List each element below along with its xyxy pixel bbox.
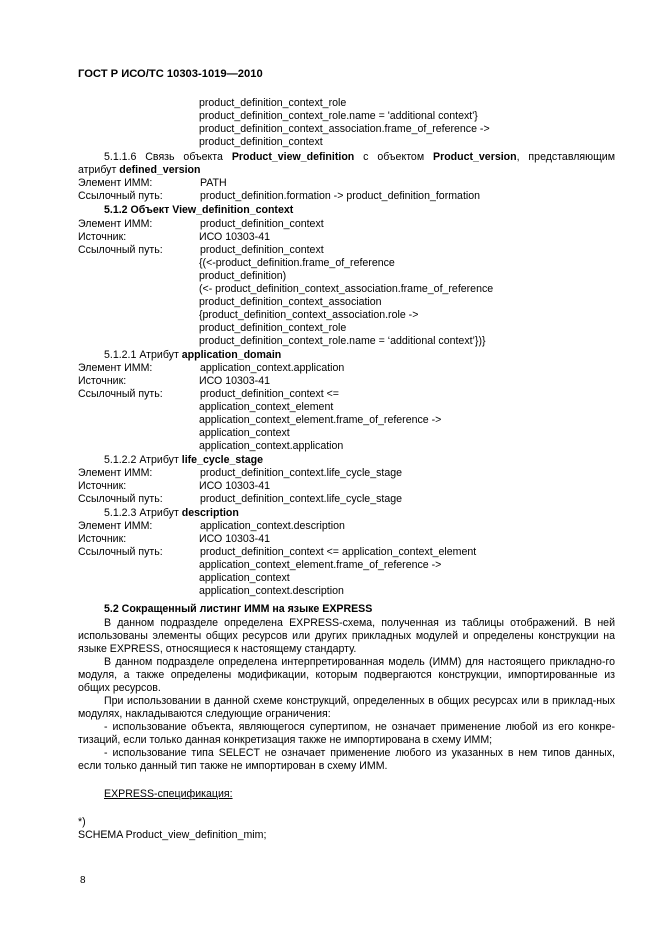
ref-line: application_context_element bbox=[199, 401, 334, 413]
section-512-heading: 5.1.2 Объект View_definition_context bbox=[104, 204, 294, 216]
element-label: Элемент ИММ: bbox=[78, 362, 153, 374]
source-value: ИСО 10303-41 bbox=[199, 231, 270, 243]
ref-value: product_definition.formation -> product_definition_formation bbox=[200, 190, 481, 202]
source-value: ИСО 10303-41 bbox=[199, 375, 270, 387]
ref-value: product_definition_context.life_cycle_stage bbox=[200, 493, 403, 505]
ref-line: product_definition_context <= application_context_element bbox=[200, 546, 477, 558]
ref-label: Ссылочный путь: bbox=[78, 388, 163, 400]
section-5121-heading: 5.1.2.1 Атрибут application_domain bbox=[104, 349, 282, 361]
element-label: Элемент ИММ: bbox=[78, 467, 153, 479]
ref-line: product_definition_context_association.frame_of_reference -> bbox=[199, 123, 490, 135]
ref-line: product_definition_context_role.name = ‘additional context’})} bbox=[199, 335, 486, 347]
paragraph: - использование типа SELECT не означает применение любого из указанных в нем типов данных, если только данный тип также не импортирован в схему ИММ. bbox=[78, 747, 615, 772]
element-value: product_definition_context.life_cycle_stage bbox=[200, 467, 403, 479]
ref-line: application_context bbox=[199, 427, 290, 439]
ref-line: product_definition_context_role.name = 'additional context'} bbox=[199, 110, 478, 122]
element-label: Элемент ИММ: bbox=[78, 520, 153, 532]
ref-line: product_definition_context bbox=[199, 136, 323, 148]
section-5122-heading: 5.1.2.2 Атрибут life_cycle_stage bbox=[104, 454, 264, 466]
paragraph: - использование объекта, являющегося супертипом, не означает применение любой из его конкре-тизаций, если только данная конкретизация также не импортирована в схему ИММ; bbox=[78, 721, 615, 746]
paragraph: В данном подразделе определена интерпретированная модель (ИММ) для настоящего прикладно-го модуля, а также определены модификации, которым подвергаются конструкции, импортированные из общих ресурсов. bbox=[78, 656, 615, 694]
ref-line: (<- product_definition_context_association.frame_of_reference bbox=[199, 283, 494, 295]
source-label: Источник: bbox=[78, 231, 127, 243]
code-line: SCHEMA Product_view_definition_mim; bbox=[78, 829, 267, 841]
ref-line: application_context_element.frame_of_reference -> bbox=[199, 414, 442, 426]
ref-line: application_context.application bbox=[199, 440, 344, 452]
ref-label: Ссылочный путь: bbox=[78, 546, 163, 558]
ref-label: Ссылочный путь: bbox=[78, 244, 163, 256]
section-52-heading: 5.2 Сокращенный листинг ИММ на языке EXPRESS bbox=[104, 603, 373, 615]
express-spec-label: EXPRESS-спецификация: bbox=[104, 788, 233, 800]
element-value: product_definition_context bbox=[200, 218, 324, 230]
section-5116-intro-line2: атрибут defined_version bbox=[78, 164, 201, 176]
element-label: Элемент ИММ: bbox=[78, 218, 153, 230]
ref-line: application_context.description bbox=[199, 585, 344, 597]
ref-line: product_definition_context_association bbox=[199, 296, 382, 308]
paragraph: При использовании в данной схеме конструкций, определенных в общих ресурсах или в приклад-ных модулях, накладываются следующие ограничения: bbox=[78, 695, 615, 720]
source-value: ИСО 10303-41 bbox=[199, 533, 270, 545]
element-label: Элемент ИММ: bbox=[78, 177, 153, 189]
section-5123-heading: 5.1.2.3 Атрибут description bbox=[104, 507, 239, 519]
ref-line: {product_definition_context_association.role -> bbox=[199, 309, 419, 321]
element-value: application_context.description bbox=[200, 520, 345, 532]
page-header: ГОСТ Р ИСО/ТС 10303-1019—2010 bbox=[78, 68, 263, 80]
ref-line: application_context_element.frame_of_reference -> bbox=[199, 559, 442, 571]
element-value: application_context.application bbox=[200, 362, 345, 374]
page-number: 8 bbox=[80, 875, 86, 886]
source-label: Источник: bbox=[78, 533, 127, 545]
ref-line: application_context bbox=[199, 572, 290, 584]
section-5116-intro: 5.1.1.6 Связь объекта Product_view_definition с объектом Product_version, представляющим bbox=[104, 151, 615, 163]
ref-label: Ссылочный путь: bbox=[78, 493, 163, 505]
source-value: ИСО 10303-41 bbox=[199, 480, 270, 492]
code-line: *) bbox=[78, 816, 86, 828]
ref-line: product_definition_context bbox=[200, 244, 324, 256]
source-label: Источник: bbox=[78, 480, 127, 492]
ref-line: product_definition_context_role bbox=[199, 322, 347, 334]
ref-line: {(<-product_definition.frame_of_reference bbox=[199, 257, 395, 269]
element-value: PATH bbox=[200, 177, 227, 189]
source-label: Источник: bbox=[78, 375, 127, 387]
ref-line: product_definition_context_role bbox=[199, 97, 347, 109]
paragraph: В данном подразделе определена EXPRESS-схема, полученная из таблицы отображений. В ней использованы элементы общих ресурсов или других прикладных модулей и определены конструкции на языке EXPRESS, относящиеся к настоящему стандарту. bbox=[78, 617, 615, 655]
ref-line: product_definition_context <= bbox=[200, 388, 339, 400]
ref-line: product_definition) bbox=[199, 270, 287, 282]
ref-label: Ссылочный путь: bbox=[78, 190, 163, 202]
